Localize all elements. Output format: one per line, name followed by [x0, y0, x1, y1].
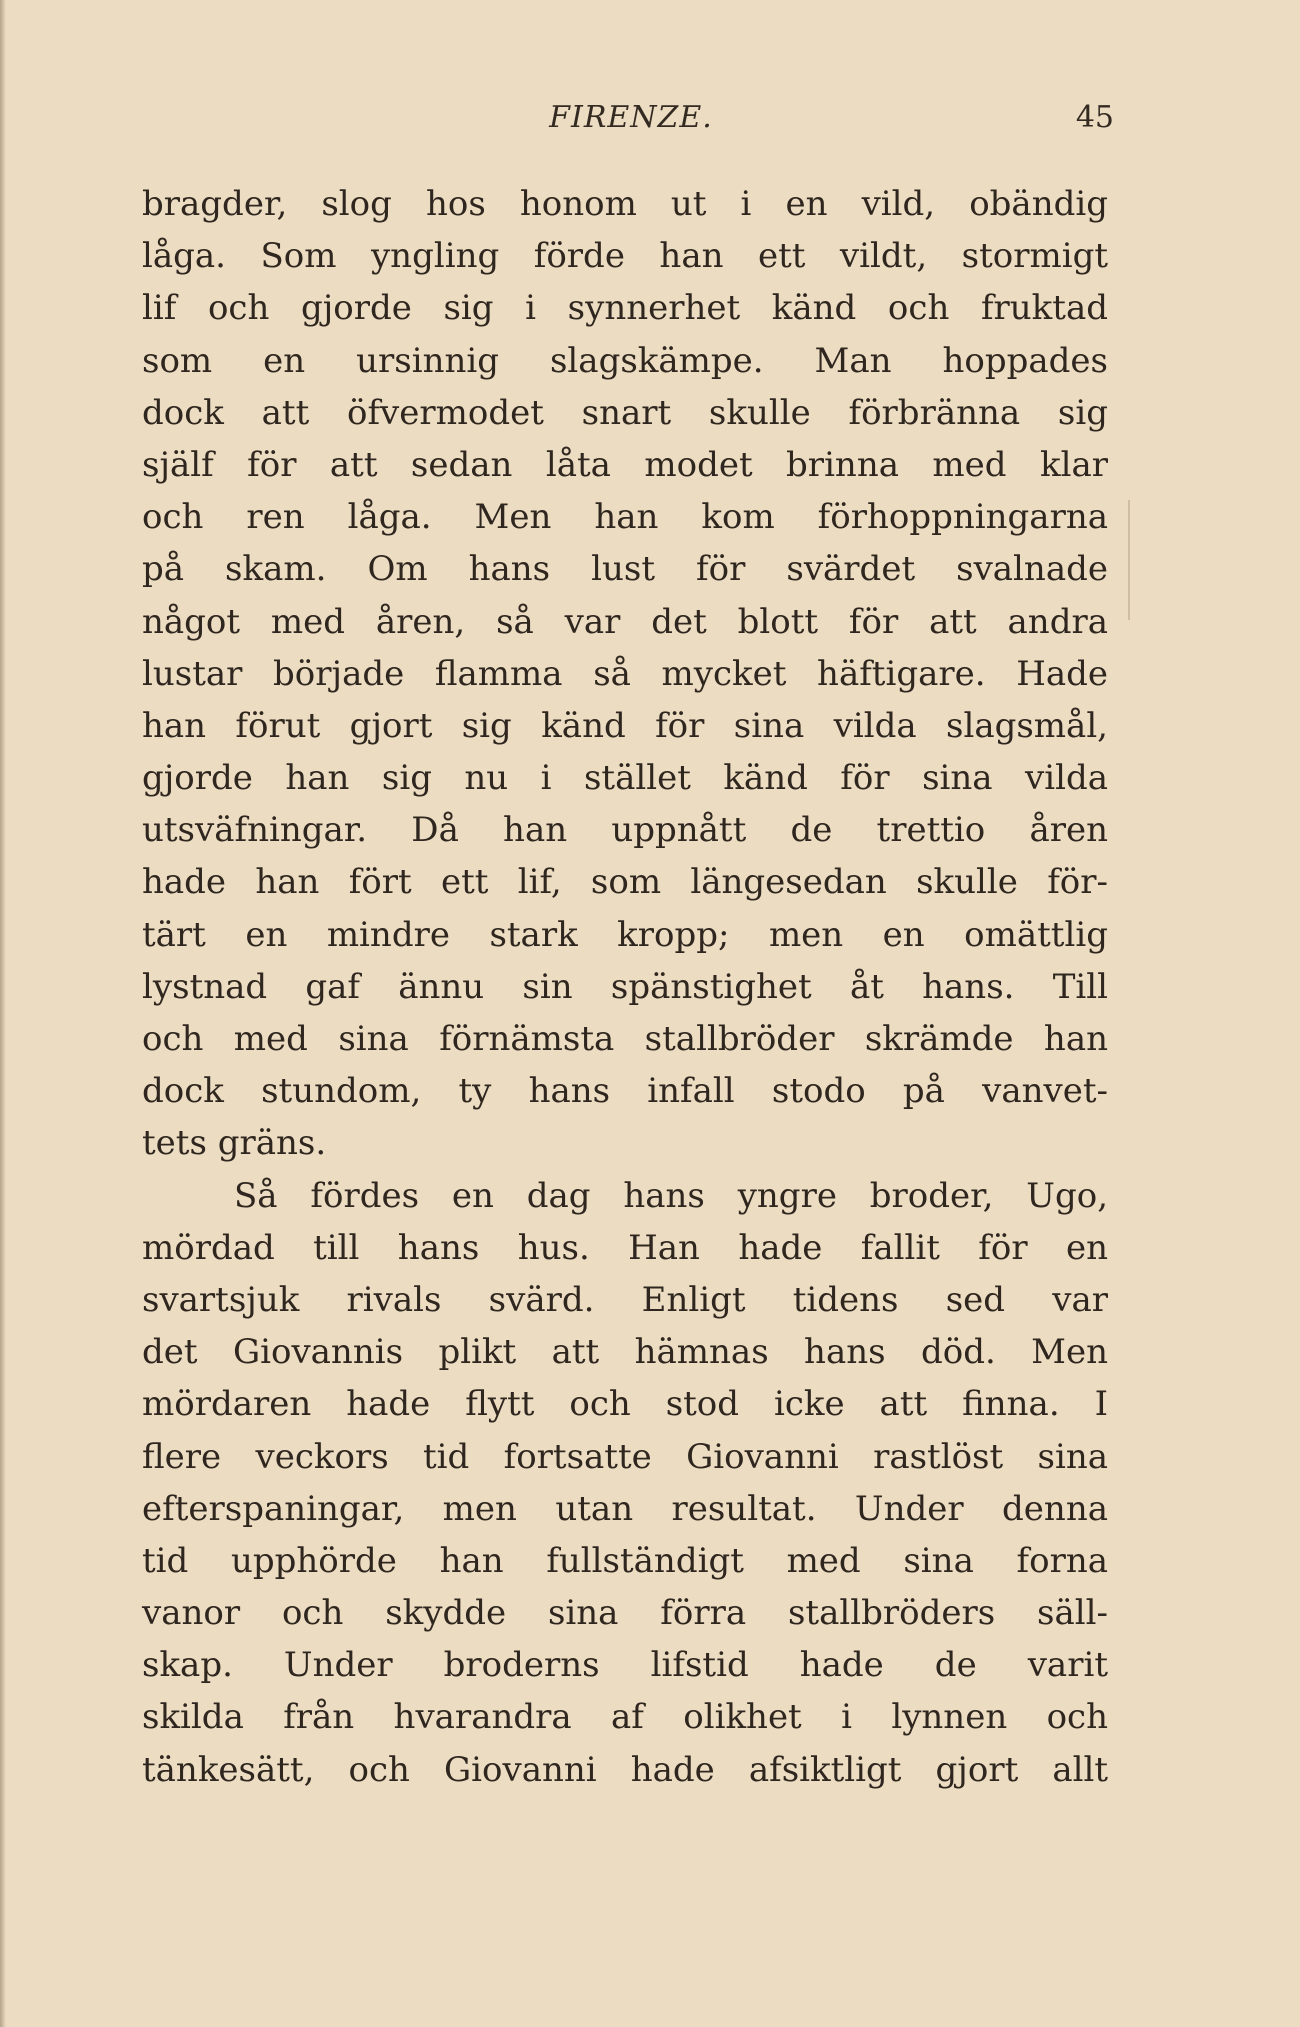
- text-line: skilda från hvarandra af olikhet i lynnen och: [142, 1697, 1108, 1738]
- text-line: skap. Under broderns lifstid hade de varit: [142, 1645, 1108, 1686]
- text-line: själf för att sedan låta modet brinna med klar: [142, 444, 1108, 485]
- paragraph-start-line: Så fördes en dag hans yngre broder, Ugo,: [234, 1175, 1108, 1216]
- text-line: vanor och skydde sina förra stallbröders säll-: [142, 1593, 1108, 1634]
- text-line: han förut gjort sig känd för sina vilda slagsmål,: [142, 705, 1108, 746]
- page-edge-shadow: [0, 0, 6, 2027]
- text-line: och med sina förnämsta stallbröder skrämde han: [142, 1019, 1108, 1059]
- text-line: dock stundom, ty hans infall stodo på vanvet-: [142, 1071, 1108, 1112]
- text-line: mördaren hade flytt och stod icke att finna. I: [142, 1384, 1108, 1425]
- page-number: 45: [1075, 100, 1114, 135]
- body-text: [142, 178, 1108, 1796]
- text-line: lystnad gaf ännu sin spänstighet åt hans. Till: [142, 966, 1108, 1007]
- text-line: tänkesätt, och Giovanni hade afsiktligt gjort allt: [142, 1749, 1108, 1790]
- text-line: utsväfningar. Då han uppnått de trettio åren: [142, 810, 1108, 851]
- text-line: tid upphörde han fullständigt med sina forna: [142, 1540, 1108, 1581]
- text-line: mördad till hans hus. Han hade fallit för en: [142, 1227, 1108, 1268]
- text-line: låga. Som yngling förde han ett vildt, stormigt: [142, 236, 1108, 277]
- text-line: lustar började flamma så mycket häftigare. Hade: [142, 653, 1108, 694]
- text-line: något med åren, så var det blott för att andra: [142, 601, 1108, 642]
- text-line: svartsjuk rivals svärd. Enligt tidens sed var: [142, 1279, 1108, 1320]
- text-line: och ren låga. Men han kom förhoppningarna: [142, 497, 1108, 538]
- running-title: FIRENZE.: [549, 100, 713, 135]
- text-line: dock att öfvermodet snart skulle förbränna sig: [142, 392, 1108, 433]
- text-line: gjorde han sig nu i stället känd för sina vilda: [142, 758, 1108, 799]
- text-line: efterspaningar, men utan resultat. Under denna: [142, 1488, 1108, 1529]
- page-header: [148, 100, 1114, 150]
- text-line: flere veckors tid fortsatte Giovanni rastlöst sina: [142, 1436, 1108, 1477]
- text-line: tärt en mindre stark kropp; men en omättlig: [142, 914, 1108, 955]
- text-line: bragder, slog hos honom ut i en vild, obändig: [142, 184, 1108, 224]
- text-line: som en ursinnig slagskämpe. Man hoppades: [142, 340, 1108, 381]
- text-line: lif och gjorde sig i synnerhet känd och fruktad: [142, 288, 1108, 329]
- text-line: det Giovannis plikt att hämnas hans död. Men: [142, 1332, 1108, 1373]
- margin-mark: [1128, 500, 1134, 620]
- text-line: hade han fört ett lif, som längesedan skulle för-: [142, 862, 1108, 903]
- text-line: tets gräns.: [142, 1123, 327, 1164]
- text-line: på skam. Om hans lust för svärdet svalnade: [142, 549, 1108, 590]
